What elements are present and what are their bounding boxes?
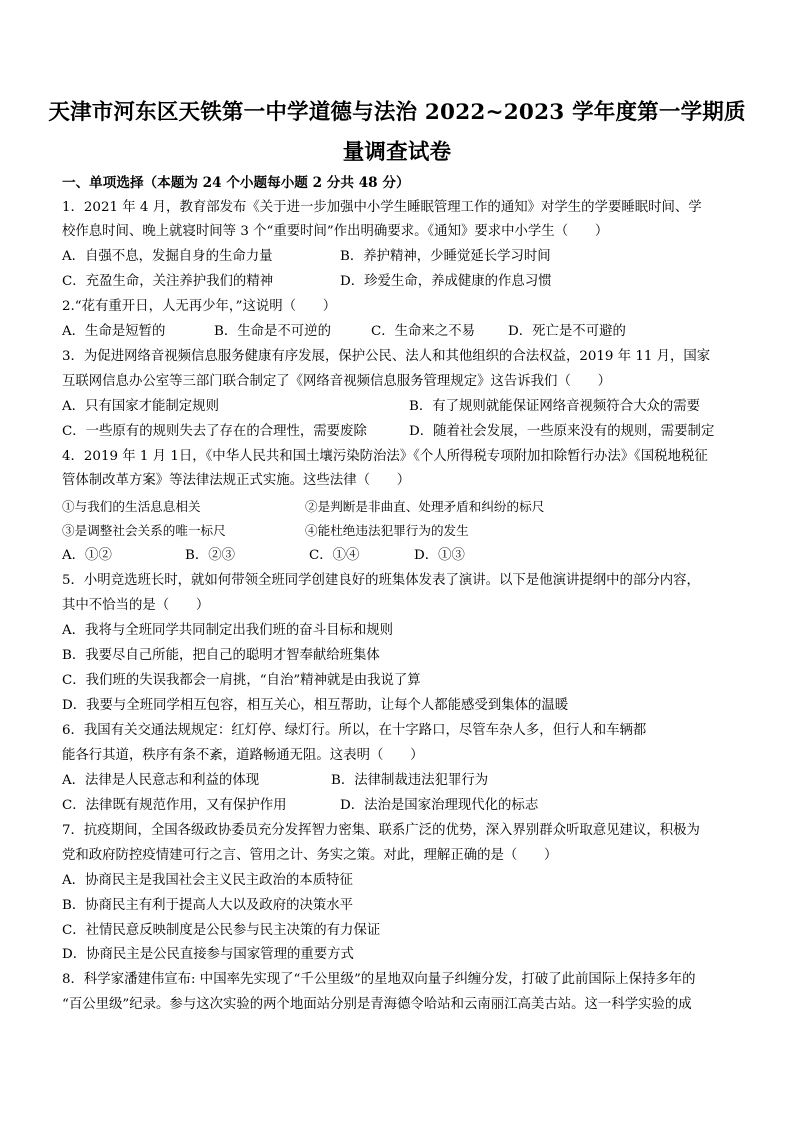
exam-title-line-2: 量调查试卷 <box>342 140 452 165</box>
question-4-statement-3: ③是调整社会关系的唯一标尺 <box>62 523 226 538</box>
question-3-option-d: D．随着社会发展，一些原来没有的规则，需要制定 <box>409 424 715 439</box>
question-4-statement-4: ④能杜绝违法犯罪行为的发生 <box>305 523 469 538</box>
question-6-option-a: A．法律是人民意志和利益的体现 <box>62 773 260 788</box>
question-2-option-d: D．死亡是不可避的 <box>508 324 626 339</box>
question-8-stem-line-2: “百公里级”纪录。参与这次实验的两个地面站分别是青海德令哈站和云南丽江高美古站。这一科学实验的成 <box>62 997 692 1012</box>
question-4-option-d: D．①③ <box>414 548 465 563</box>
question-4-stem-line-1: 4．2019 年 1 月 1日，《中华人民共和国土壤污染防治法》《个人所得税专项附加扣除暂行办法》《国税地税征 <box>62 449 708 464</box>
question-6-option-d: D．法治是国家治理现代化的标志 <box>340 798 539 813</box>
question-2-option-b: B．生命是不可逆的 <box>214 324 331 339</box>
question-7-option-b: B．协商民主有利于提高人大以及政府的决策水平 <box>62 898 354 913</box>
question-2-stem: 2.“花有重开日，人无再少年，”这说明（ ） <box>62 299 337 314</box>
exam-title-line-1: 天津市河东区天铁第一中学道德与法治 2022~2023 学年度第一学期质 <box>48 100 746 125</box>
question-5-stem-line-2: 其中不恰当的是（ ） <box>62 598 210 613</box>
question-7-option-a: A．协商民主是我国社会主义民主政治的本质特征 <box>62 873 353 888</box>
question-2-option-a: A．生命是短暂的 <box>62 324 166 339</box>
question-7-stem-line-1: 7．抗疫期间，全国各级政协委员充分发挥智力密集、联系广泛的优势，深入界别群众听取意见建议，积极为 <box>62 823 700 838</box>
question-6-stem-line-1: 6．我国有关交通法规规定：红灯停、绿灯行。所以，在十字路口，尽管车杂人多，但行人和车辆都 <box>62 723 647 738</box>
question-1-option-c: C．充盈生命，关注养护我们的精神 <box>62 274 274 289</box>
question-4-option-b: B．②③ <box>185 548 236 563</box>
question-1-option-b: B．养护精神，少睡觉延长学习时间 <box>340 249 551 264</box>
question-4-stem-line-2: 管体制改革方案》等法律法规正式实施。这些法律（ ） <box>62 473 411 488</box>
question-4-option-c: C．①④ <box>309 548 360 563</box>
question-7-stem-line-2: 党和政府防控疫情建可行之言、管用之计、务实之策。对此，理解正确的是（ ） <box>62 848 558 863</box>
question-5-option-c: C．我们班的失误我都会一肩挑，“自治”精神就是由我说了算 <box>62 673 421 688</box>
question-5-option-a: A．我将与全班同学共同制定出我们班的奋斗目标和规则 <box>62 623 394 638</box>
question-3-option-a: A．只有国家才能制定规则 <box>62 399 219 414</box>
question-3-option-b: B．有了规则就能保证网络音视频符合大众的需要 <box>409 399 701 414</box>
question-4-statement-2: ②是判断是非曲直、处理矛盾和纠纷的标尺 <box>305 499 545 514</box>
question-5-option-d: D．我要与全班同学相互包容，相互关心，相互帮助，让每个人都能感受到集体的温暖 <box>62 698 569 713</box>
question-8-stem-line-1: 8．科学家潘建伟宣布: 中国率先实现了“千公里级”的星地双向量子纠缠分发，打破了此前国际上保持多年的 <box>62 972 696 987</box>
question-6-option-c: C．法律既有规范作用，又有保护作用 <box>62 798 287 813</box>
question-5-stem-line-1: 5．小明竞选班长时，就如何带领全班同学创建良好的班集体发表了演讲。以下是他演讲提纲中的部分内容， <box>62 573 700 588</box>
question-5-option-b: B．我要尽自己所能，把自己的聪明才智奉献给班集体 <box>62 648 380 663</box>
question-2-option-c: C．生命来之不易 <box>371 324 475 339</box>
question-3-option-c: C．一些原有的规则失去了存在的合理性，需要废除 <box>62 424 367 439</box>
question-6-stem-line-2: 能各行其道，秩序有条不紊，道路畅通无阻。这表明（ ） <box>62 748 424 763</box>
question-6-option-b: B．法律制裁违法犯罪行为 <box>331 773 489 788</box>
question-1-stem-line-1: 1．2021 年 4 月，教育部发布《关于进一步加强中小学生睡眠管理工作的通知》对学生的学要睡眠时间、学 <box>62 200 702 215</box>
question-1-option-a: A．自强不息，发掘自身的生命力量 <box>62 249 273 264</box>
question-1-stem-line-2: 校作息时间、晚上就寝时间等 3 个“重要时间”作出明确要求。《通知》要求中小学生（ ） <box>62 224 609 239</box>
question-3-stem-line-2: 互联网信息办公室等三部门联合制定了《网络音视频信息服务管理规定》这告诉我们（ ） <box>62 374 612 389</box>
question-4-option-a: A．①② <box>62 548 112 563</box>
question-3-stem-line-1: 3．为促进网络音视频信息服务健康有序发展，保护公民、法人和其他组织的合法权益，2019 年 11 月，国家 <box>62 349 711 364</box>
section-heading: 一、单项选择（本题为 24 个小题每小题 2 分共 48 分） <box>62 175 410 191</box>
question-4-statement-1: ①与我们的生活息息相关 <box>62 499 201 514</box>
question-7-option-d: D．协商民主是公民直接参与国家管理的重要方式 <box>62 947 354 962</box>
question-7-option-c: C．社情民意反映制度是公民参与民主决策的有力保证 <box>62 923 381 938</box>
question-1-option-d: D．珍爱生命，养成健康的作息习惯 <box>340 274 552 289</box>
